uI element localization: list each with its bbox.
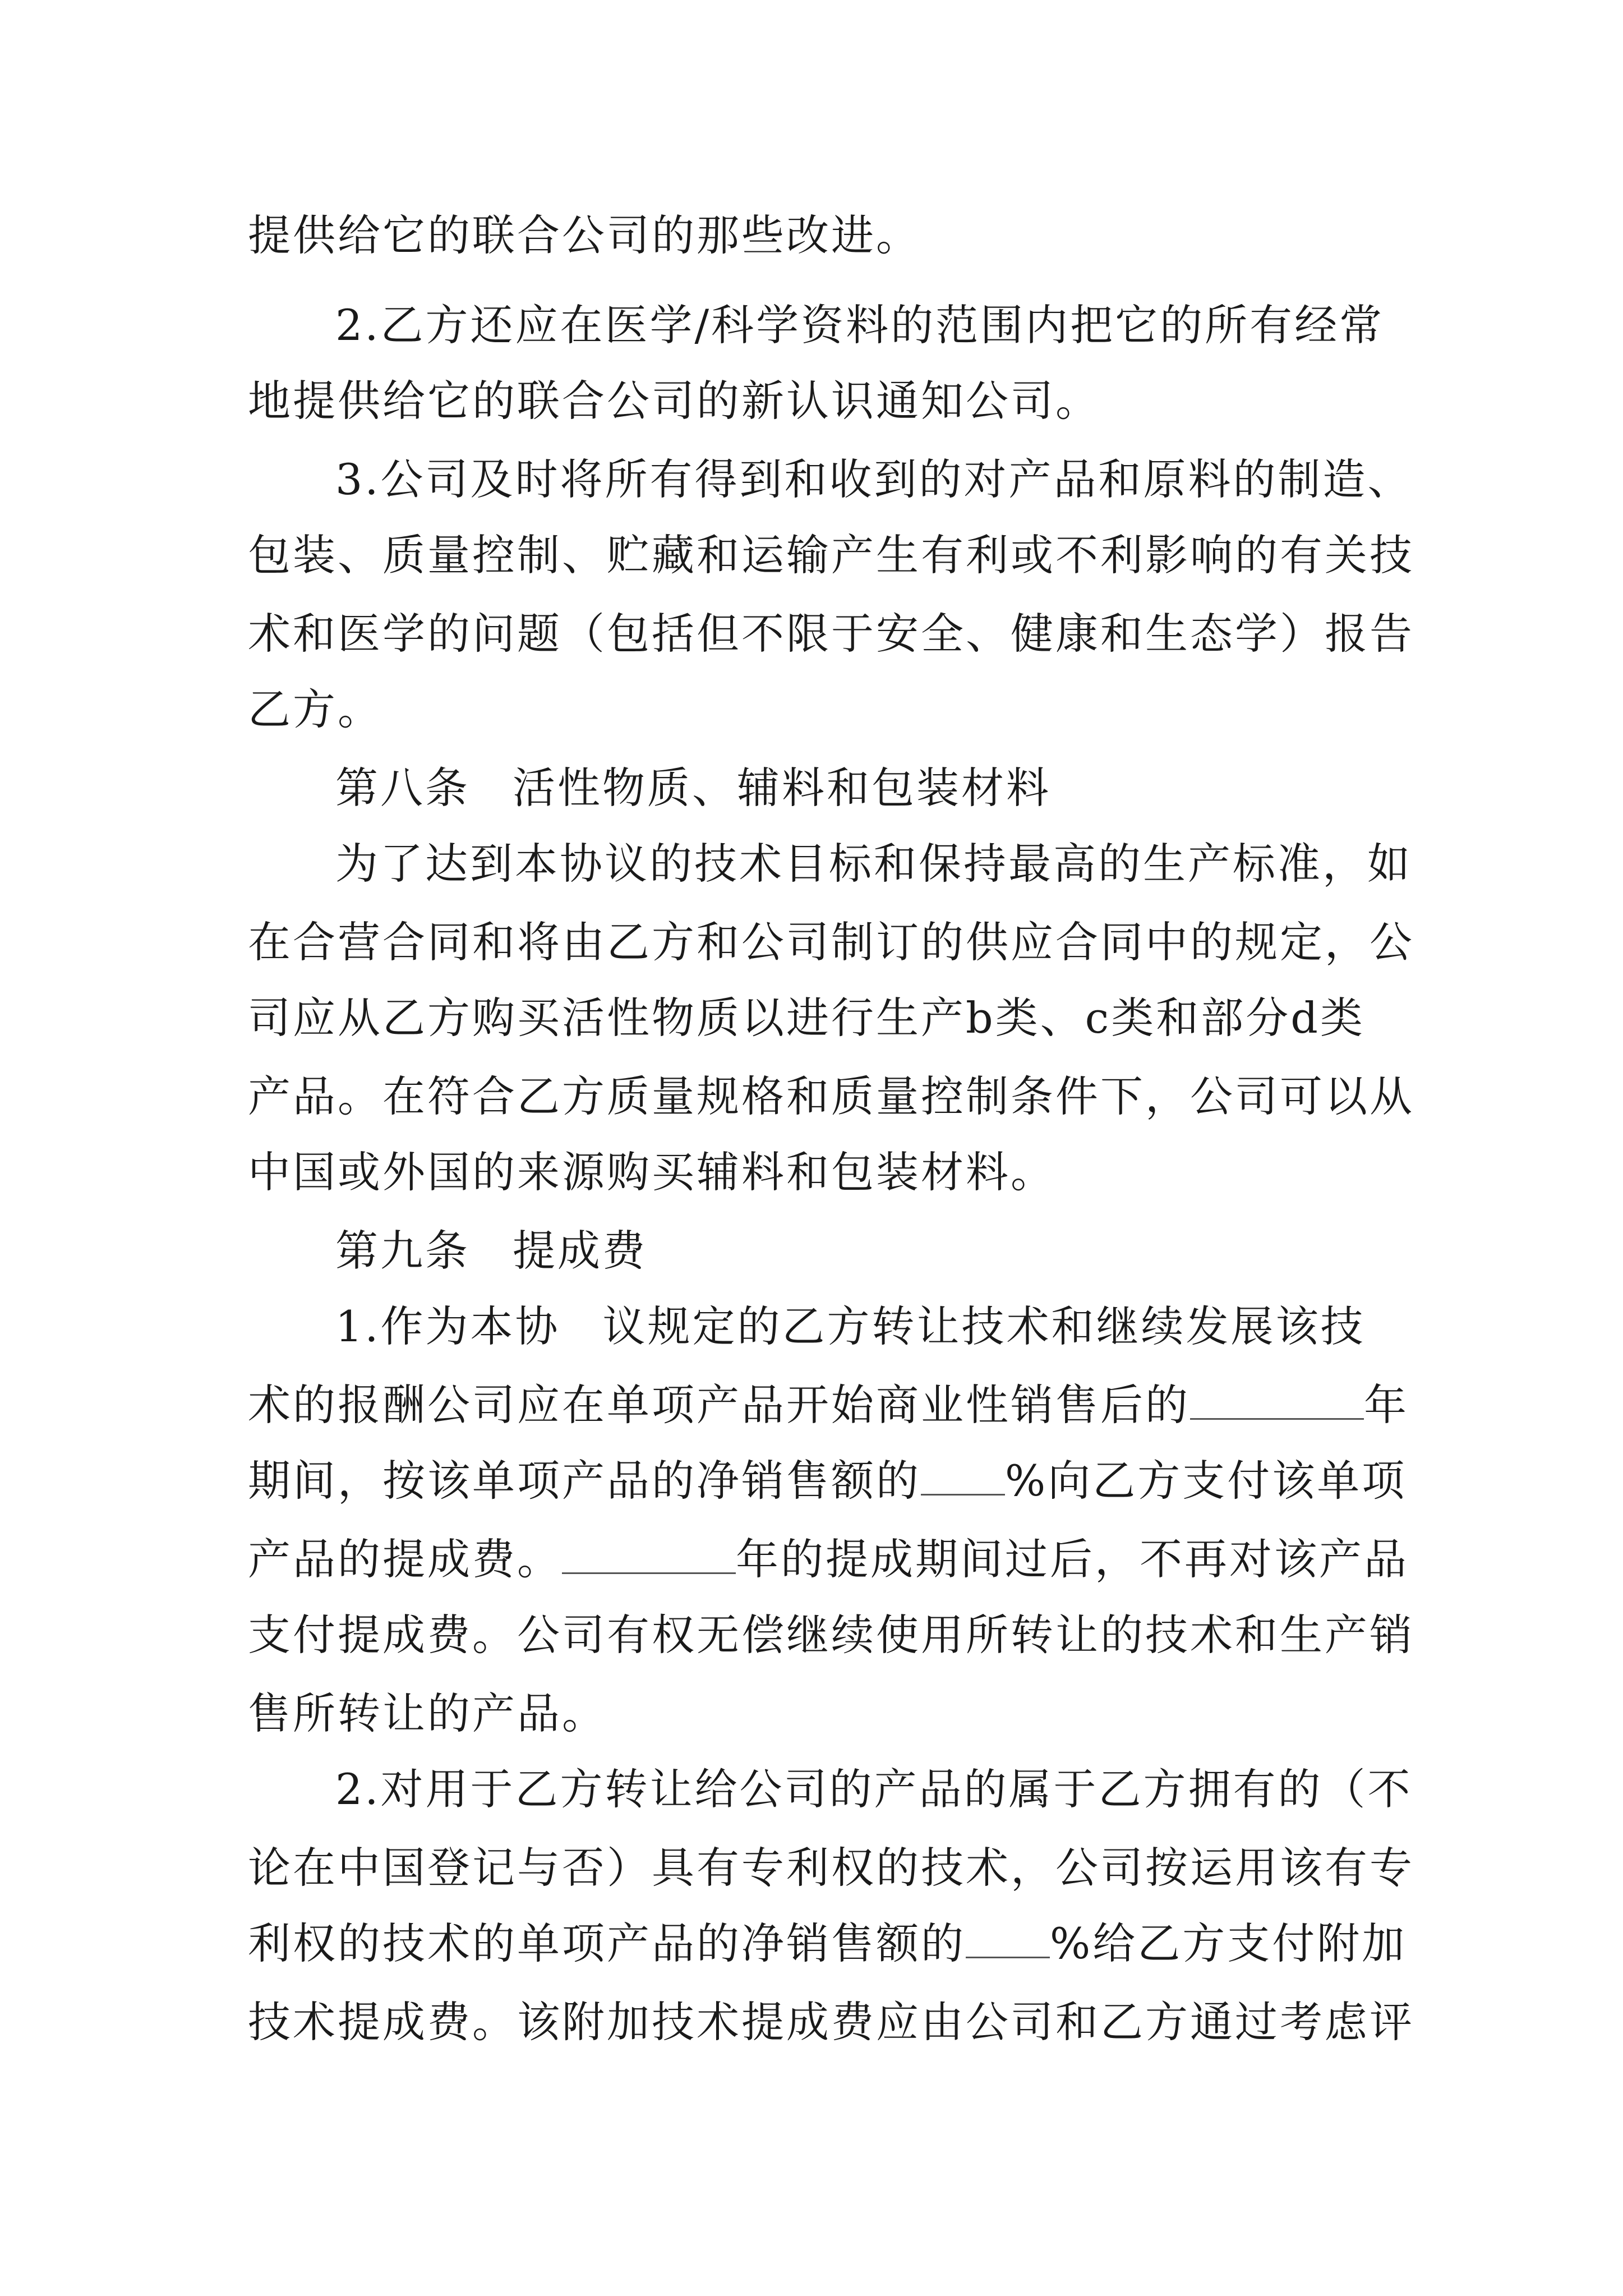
- paragraph-line: 中国或外国的来源购买辅料和包装材料。: [248, 1147, 1055, 1197]
- paragraph-line: 地提供给它的联合公司的新认识通知公司。: [248, 376, 1100, 426]
- paragraph-line: 技术提成费。该附加技术提成费应由公司和乙方通过考虑评: [248, 1997, 1414, 2047]
- fill-in-blank: [1190, 1384, 1364, 1420]
- paragraph-line: 提供给它的联合公司的那些改进。: [248, 210, 921, 260]
- article-number: 第八条: [335, 763, 470, 813]
- paragraph-line: 产品。在符合乙方质量规格和质量控制条件下，公司可以从: [248, 1071, 1414, 1121]
- paragraph-line: 3.公司及时将所有得到和收到的对产品和原料的制造、: [335, 454, 1413, 504]
- paragraph-line: 利权的技术的单项产品的净销售额的 %给乙方支付附加: [248, 1918, 1407, 1968]
- paragraph-line: 支付提成费。公司有权无偿继续使用所转让的技术和生产销: [248, 1610, 1414, 1660]
- article-heading: [335, 760, 1051, 816]
- paragraph-line: 2.对用于乙方转让给公司的产品的属于乙方拥有的（不: [335, 1764, 1413, 1814]
- paragraph-line: 包装、质量控制、贮藏和运输产生有利或不利影响的有关技: [248, 530, 1414, 580]
- paragraph-line: 产品的提成费。 年的提成期间过后，不再对该产品: [248, 1534, 1409, 1584]
- fill-in-blank: [921, 1460, 1005, 1496]
- article-number: 第九条: [335, 1226, 470, 1276]
- paragraph-line: 术的报酬公司应在单项产品开始商业性销售后的 年: [248, 1380, 1409, 1430]
- paragraph-line: 售所转让的产品。: [248, 1688, 607, 1738]
- paragraph-line: 1.作为本协 议规定的乙方转让技术和继续发展该技: [335, 1301, 1366, 1351]
- paragraph-line: 论在中国登记与否）具有专利权的技术，公司按运用该有专: [248, 1843, 1414, 1893]
- article-title: 活性物质、辅料和包装材料: [513, 763, 1051, 813]
- paragraph-line: 在合营合同和将由乙方和公司制订的供应合同中的规定，公: [248, 917, 1414, 967]
- fill-in-blank: [966, 1923, 1050, 1958]
- fill-in-blank: [562, 1539, 736, 1574]
- article-heading: [335, 1223, 647, 1279]
- paragraph-line: 2.乙方还应在医学/科学资料的范围内把它的所有经常: [335, 300, 1385, 350]
- article-title: 提成费: [513, 1226, 647, 1276]
- paragraph-line: 司应从乙方购买活性物质以进行生产b类、c类和部分d类: [248, 993, 1365, 1043]
- paragraph-line: 乙方。: [248, 684, 382, 734]
- paragraph-line: 期间，按该单项产品的净销售额的 %向乙方支付该单项: [248, 1456, 1407, 1506]
- paragraph-line: 术和医学的问题（包括但不限于安全、健康和生态学）报告: [248, 609, 1414, 659]
- paragraph-line: 为了达到本协议的技术目标和保持最高的生产标准，如: [335, 839, 1412, 889]
